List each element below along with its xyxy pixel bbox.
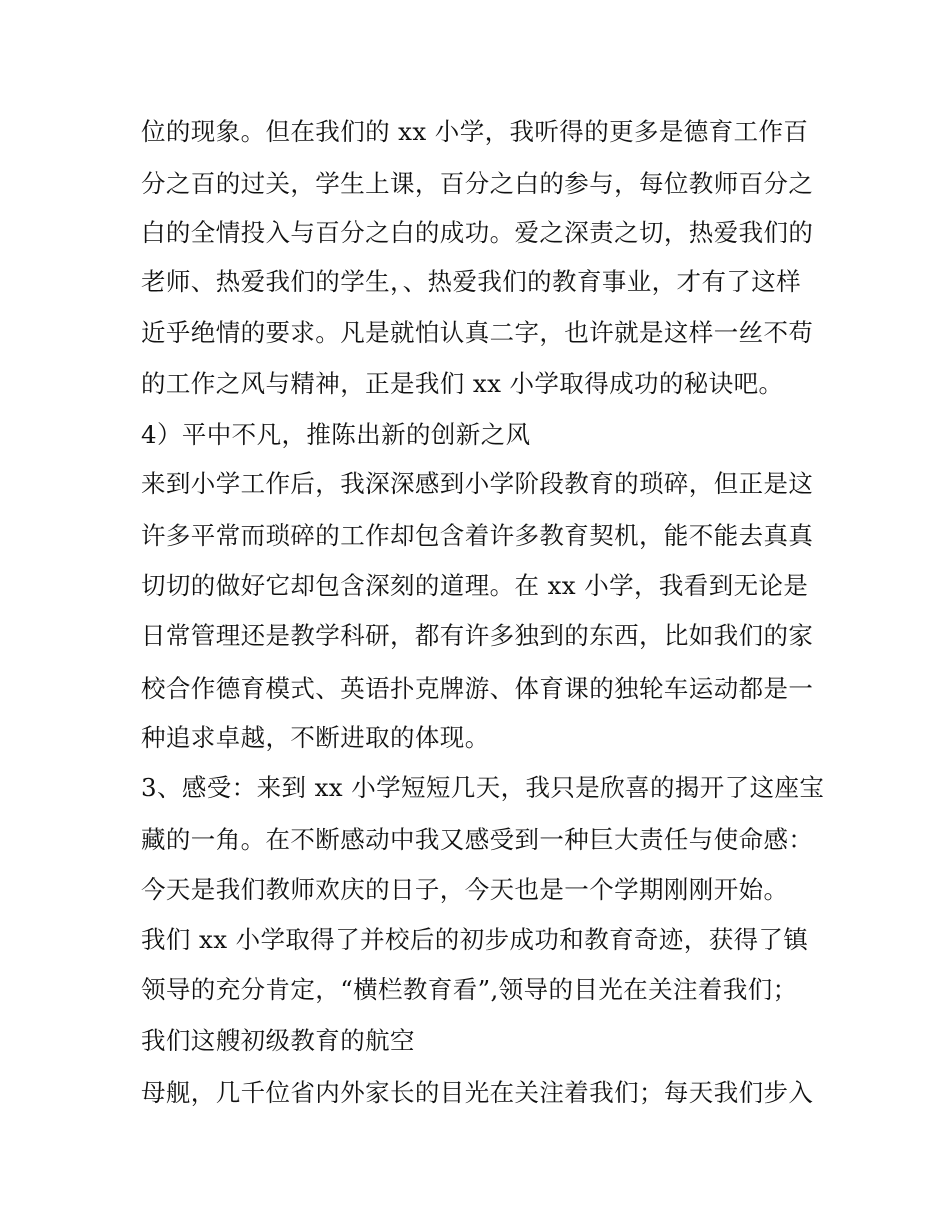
text-line: 白的全情投入与百分之白的成功。爱之深责之切，热爱我们的	[141, 218, 814, 247]
text-line: 切切的做好它却包含深刻的道理。在 xx 小学，我看到无论是	[141, 571, 809, 600]
text-line: 藏的一角。在不断感动中我又感受到一种巨大责任与使命感：	[141, 825, 814, 854]
text-line: 我们这艘初级教育的航空	[141, 1026, 415, 1055]
text-line: 领导的充分肯定，“横栏教育看”,领导的目光在关注着我们；	[141, 975, 798, 1004]
section-heading: 4）平中不凡，推陈出新的创新之风	[141, 420, 531, 449]
text-line: 的工作之风与精神，正是我们 xx 小学取得成功的秘诀吧。	[141, 369, 784, 398]
text-line: 今天是我们教师欢庆的日子，今天也是一个学期刚刚开始。	[141, 875, 789, 904]
text-line: 位的现象。但在我们的 xx 小学，我听得的更多是德育工作百	[141, 117, 809, 146]
text-line: 许多平常而琐碎的工作却包含着许多教育契机，能不能去真真	[141, 521, 814, 550]
text-line: 分之百的过关，学生上课，百分之白的参与，每位教师百分之	[141, 169, 814, 198]
text-line: 校合作德育模式、英语扑克牌游、体育课的独轮车运动都是一	[141, 674, 814, 703]
text-line: 母舰，几千位省内外家长的目光在关注着我们；每天我们步入	[141, 1078, 814, 1107]
text-line: 3、感受：来到 xx 小学短短几天，我只是欣喜的揭开了这座宝	[141, 773, 825, 802]
text-line: 种追求卓越，不断进取的体现。	[141, 723, 490, 752]
text-line: 老师、热爱我们的学生，、热爱我们的教育事业，才有了这样	[141, 267, 802, 296]
text-line: 日常管理还是教学科研，都有许多独到的东西，比如我们的家	[141, 621, 814, 650]
text-line: 近乎绝情的要求。凡是就怕认真二字，也许就是这样一丝不苟	[141, 318, 814, 347]
text-line: 我们 xx 小学取得了并校后的初步成功和教育奇迹，获得了镇	[141, 925, 809, 954]
text-line: 来到小学工作后，我深深感到小学阶段教育的琐碎，但正是这	[141, 469, 814, 498]
